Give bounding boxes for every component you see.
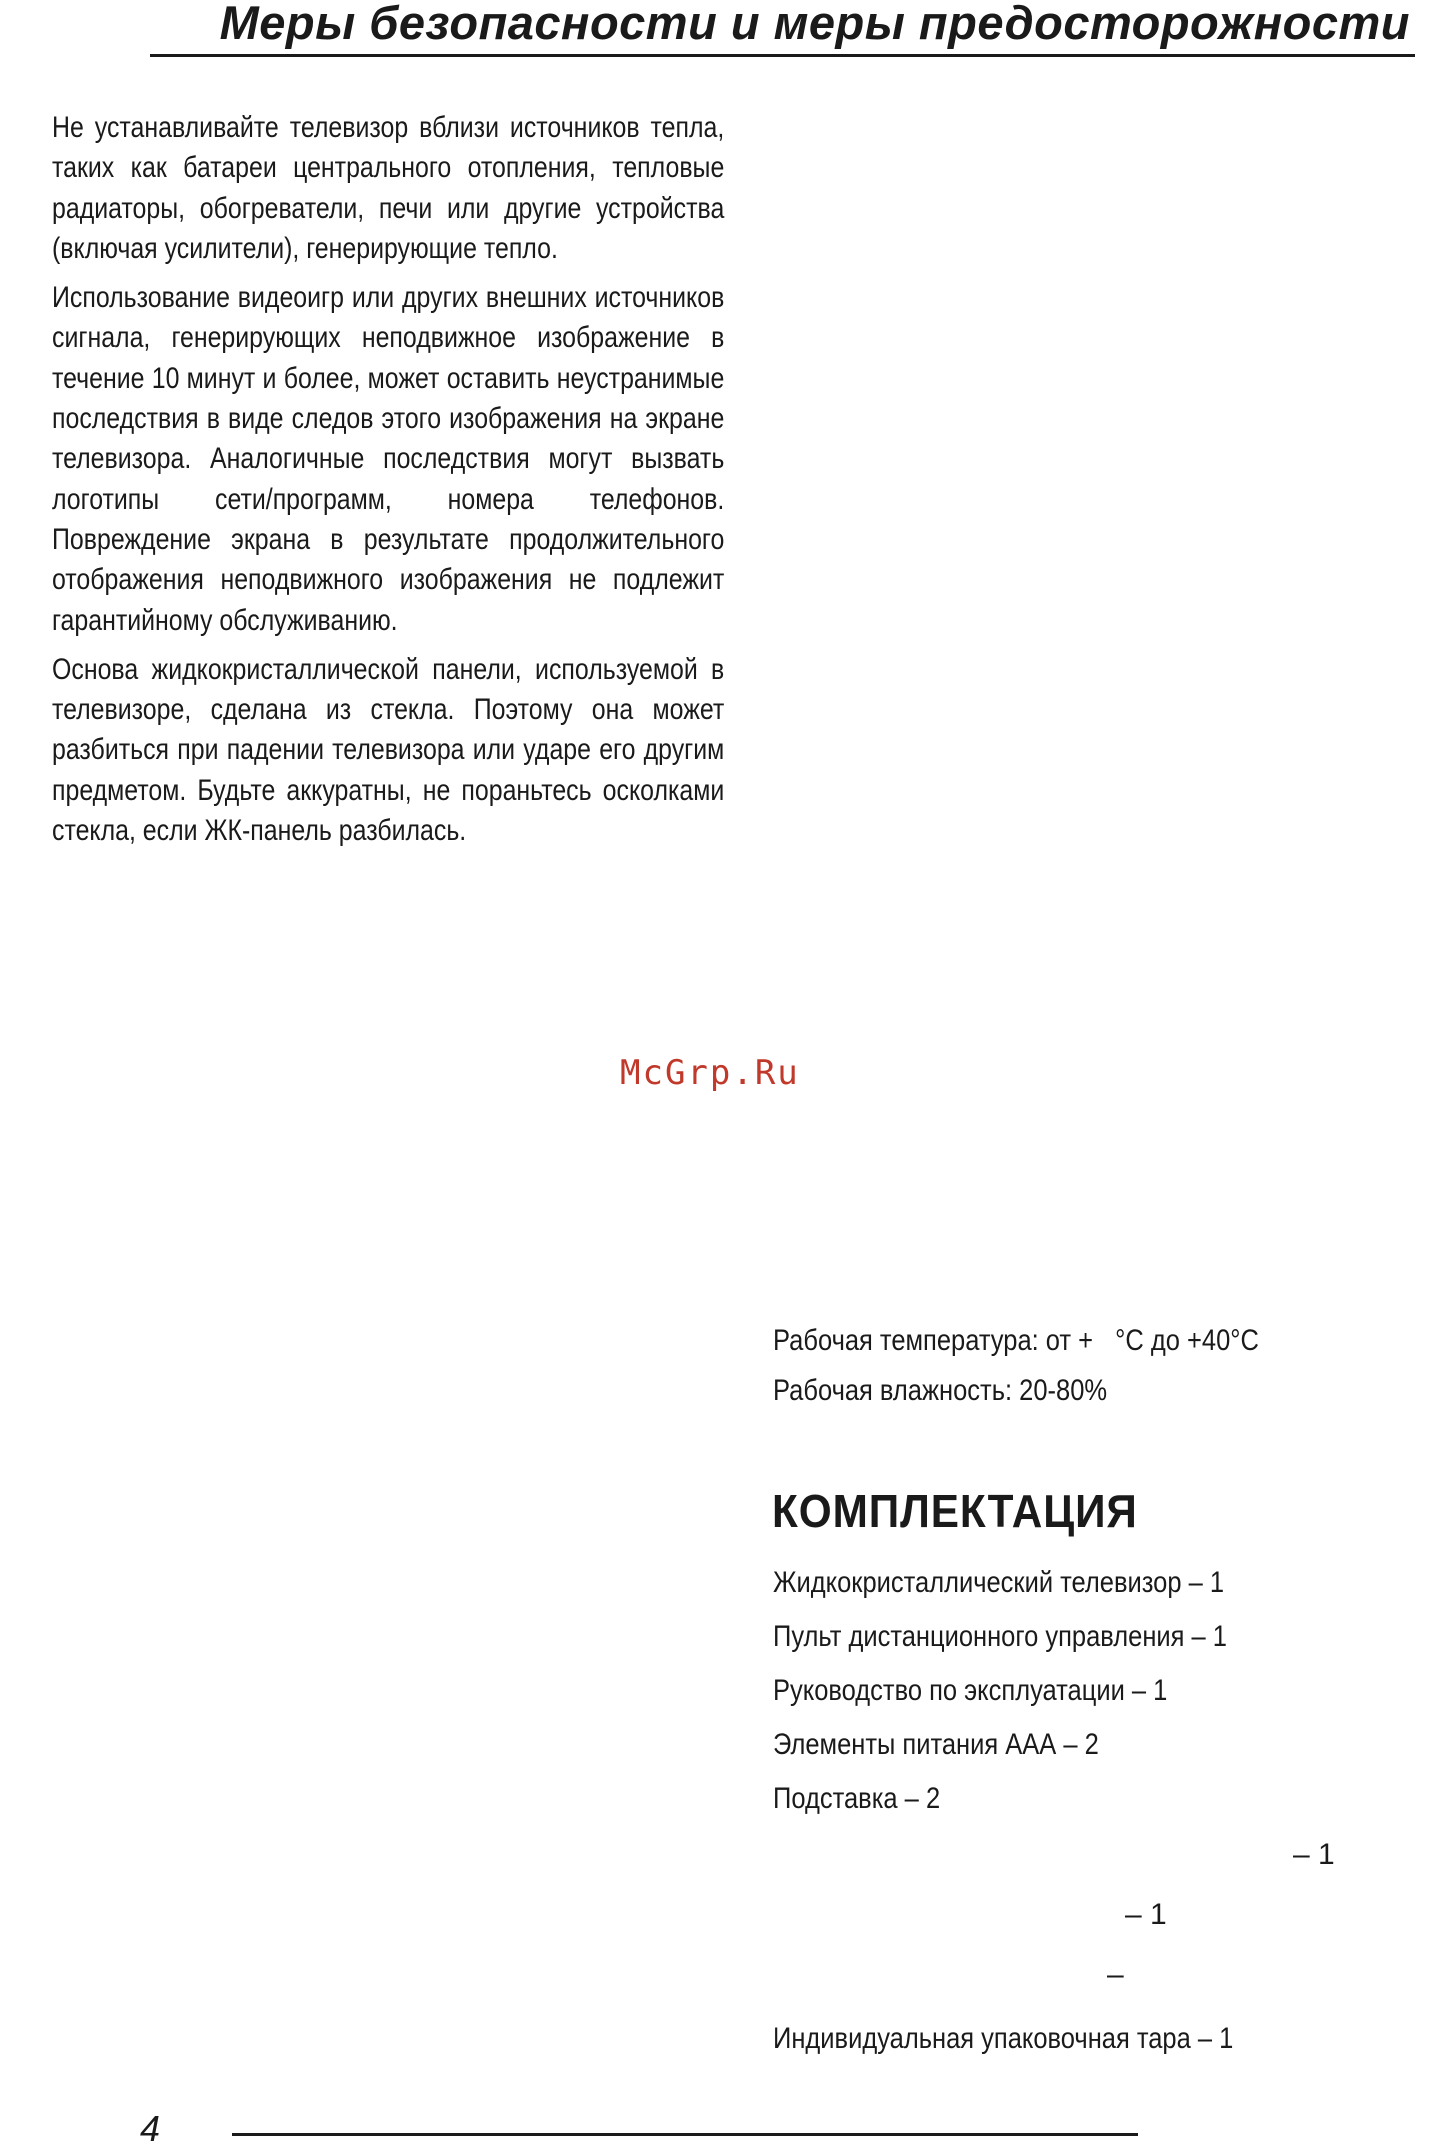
operating-humidity: Рабочая влажность: 20-80% [773,1374,1108,1407]
paragraph-heat-sources: Не устанавливайте телевизор вблизи источников тепла, таких как батареи центрального отопления, тепловые радиаторы, обогреватели, печи или другие устройства (включая усилители), генерирующие тепло. [52,111,725,265]
paragraph-static-image: Использование видеоигр или других внешних источников сигнала, генерирующих неподвижное изображение в течение 10 минут и более, может оставить неустранимые последствия в виде следов этого изображения на экране телевизора. Аналогичные последствия могут вызвать логотипы сети/программ, номера телефонов. Повреждение экрана в результате продолжительного отображения неподвижного изображения не подлежит гарантийному обслуживанию. [52,281,725,637]
temperature-suffix: °С до +40°С [1115,1324,1259,1357]
header-divider [150,54,1415,57]
package-item: Индивидуальная упаковочная тара – 1 [773,2022,1234,2055]
paragraph-glass-panel: Основа жидкокристаллической панели, используемой в телевизоре, сделана из стекла. Поэтому она может разбиться при падении телевизора или ударе его другим предметом. Будьте аккуратны, не пораньтесь осколками стекла, если ЖК-панель разбилась. [52,652,725,848]
temperature-prefix: Рабочая температура: от + [773,1324,1094,1357]
package-item-fragment: – 1 [1125,1898,1167,1931]
package-item: Подставка – 2 [773,1782,941,1815]
package-item: Жидкокристаллический телевизор – 1 [773,1566,1225,1599]
page-number: 4 [140,2108,161,2149]
safety-text-column [52,108,724,860]
package-item-fragment: – 1 [1293,1838,1335,1871]
watermark: McGrp.Ru [620,1053,800,1093]
package-item: Элементы питания ААА – 2 [773,1728,1099,1761]
package-item: Пульт дистанционного управления – 1 [773,1620,1227,1653]
package-heading: КОМПЛЕКТАЦИЯ [772,1485,1138,1537]
footer-divider [232,2133,1138,2136]
package-item-fragment: – [1107,1958,1124,1991]
package-item: Руководство по эксплуатации – 1 [773,1674,1168,1707]
page-title: Меры безопасности и меры предосторожности [219,0,1410,49]
operating-temperature [773,1324,1259,1358]
